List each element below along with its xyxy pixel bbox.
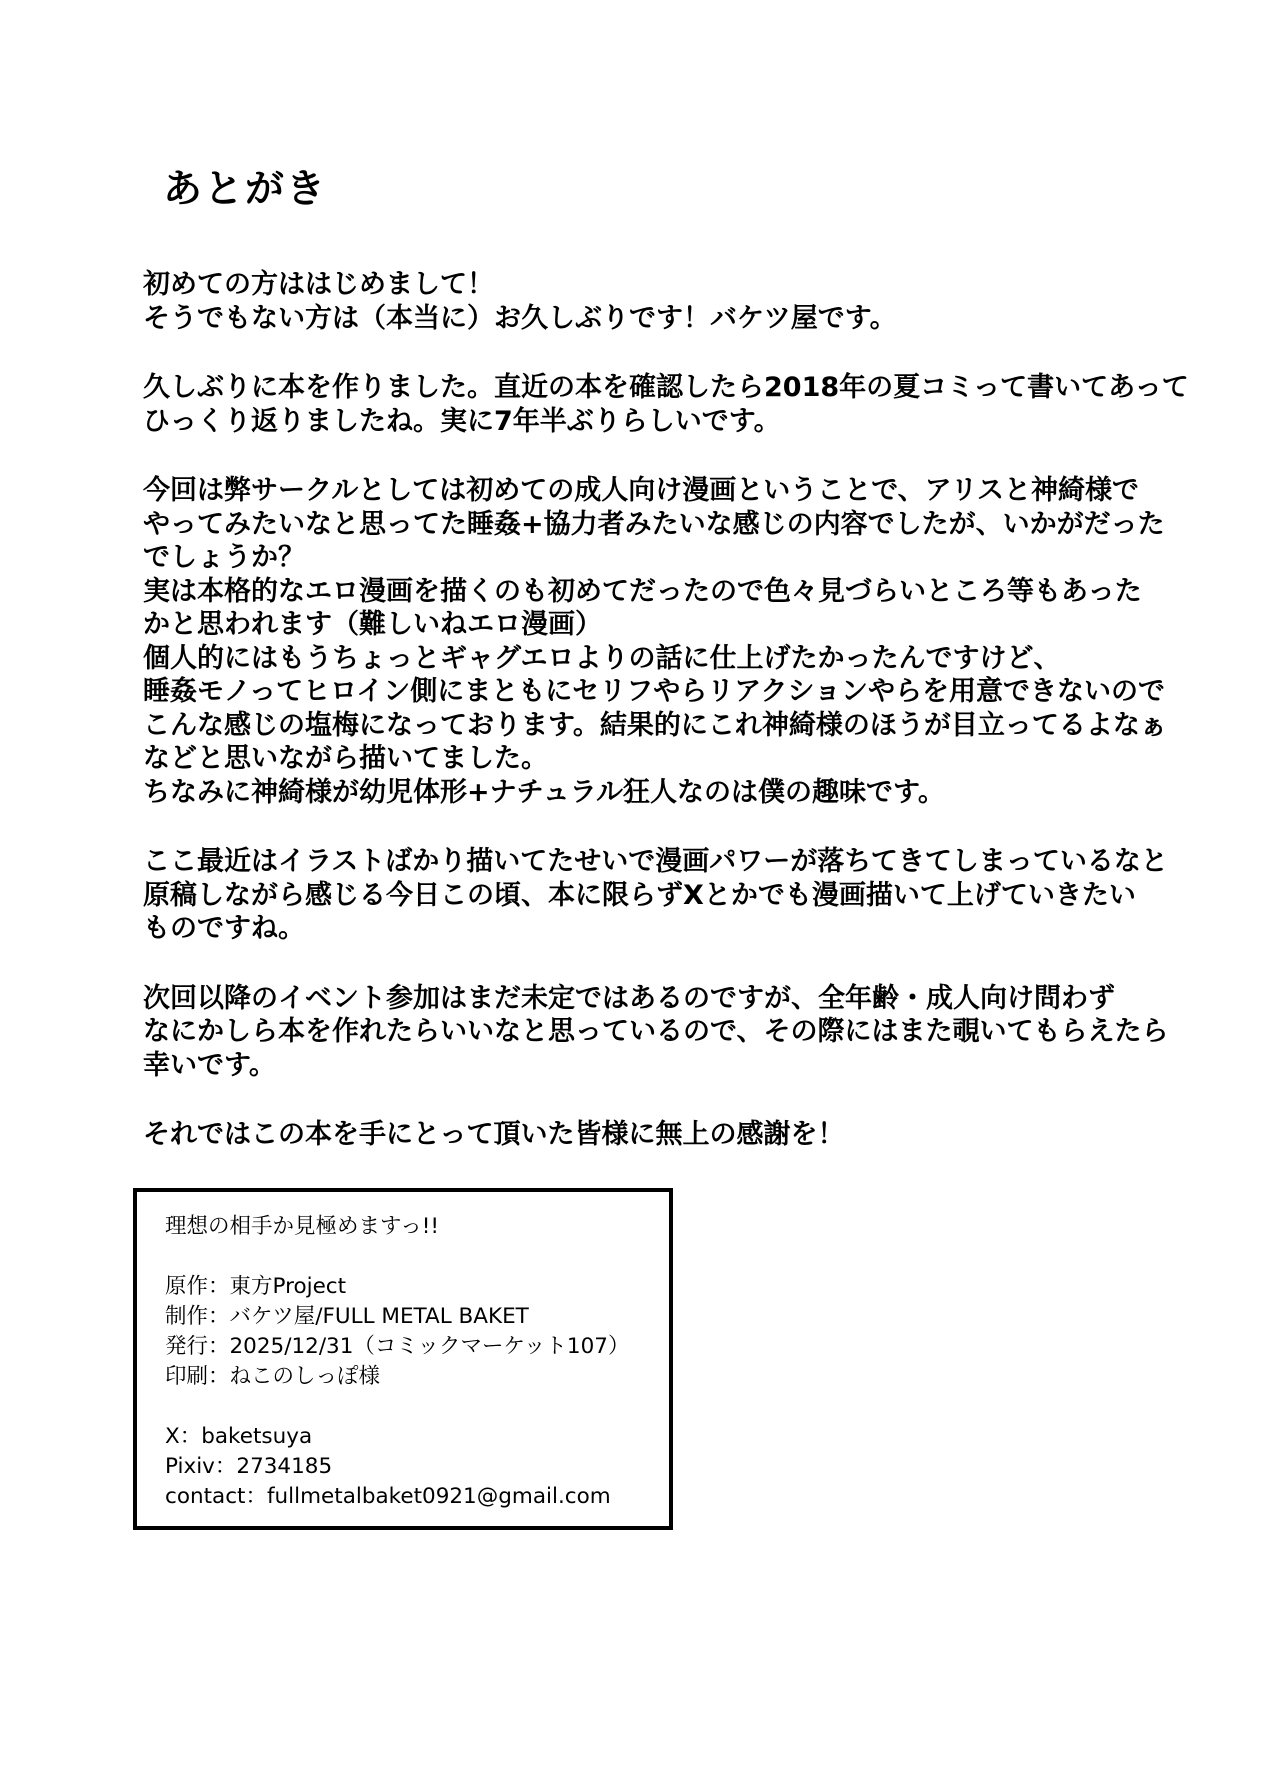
paragraph-future-events <box>143 982 1169 1083</box>
pixiv-id: Pixiv：2734185 <box>165 1454 333 1479</box>
text-line: 幸いです。 <box>143 1049 276 1081</box>
text-line: 久しぶりに本を作りました。直近の本を確認したら2018年の夏コミって書いてあって <box>143 372 1189 403</box>
text-line: 個人的にはもうちょっとギャグエロよりの話に仕上げたかったんですけど、 <box>143 642 1061 674</box>
text-line: かと思われます（難しいねエロ漫画） <box>143 609 602 640</box>
original-work: 原作：東方Project <box>165 1274 347 1299</box>
text-line: なにかしら本を作れたらいいなと思っているので、その際にはまた覗いてもらえたら <box>143 1016 1169 1047</box>
colophon-content <box>165 1212 629 1512</box>
contact-email: contact：fullmetalbaket0921@gmail.com <box>165 1484 611 1509</box>
paragraph-recent <box>143 845 1168 946</box>
text-line: でしょうか？ <box>143 542 305 573</box>
text-line: 次回以降のイベント参加はまだ未定ではあるのですが、全年齢・成人向け問わず <box>143 982 1115 1014</box>
text-line: などと思いながら描いてました。 <box>143 743 548 774</box>
text-line: ひっくり返りましたね。実に7年半ぶりらしいです。 <box>143 405 781 437</box>
text-line: 原稿しながら感じる今日この頃、本に限らずXとかでも漫画描いて上げていきたい <box>143 879 1136 911</box>
text-line: やってみたいなと思ってた睡姦+協力者みたいな感じの内容でしたが、いかがだった <box>143 508 1165 540</box>
production-credit: 制作：バケツ屋/FULL METAL BAKET <box>165 1304 529 1329</box>
text-line: ちなみに神綺様が幼児体形+ナチュラル狂人なのは僕の趣味です。 <box>143 776 945 808</box>
printing-credit: 印刷：ねこのしっぽ様 <box>165 1364 381 1389</box>
paragraph-greeting <box>143 268 1143 335</box>
publish-date: 発行：2025/12/31（コミックマーケット107） <box>165 1334 630 1359</box>
text-line: 実は本格的なエロ漫画を描くのも初めてだったので色々見づらいところ等もあった <box>143 575 1142 607</box>
text-line: そうでもない方は（本当に）お久しぶりです！バケツ屋です。 <box>143 302 897 334</box>
text-line: ここ最近はイラストばかり描いてたせいで漫画パワーが落ちてきてしまっているなと <box>143 846 1168 877</box>
paragraph-first-book <box>143 371 1189 438</box>
text-line: それではこの本を手にとって頂いた皆様に無上の感謝を！ <box>143 1119 845 1150</box>
page-title: あとがき <box>163 167 328 212</box>
afterword-body <box>143 268 1189 1188</box>
text-line: 初めての方ははじめまして！ <box>143 269 494 300</box>
book-title: 理想の相手か見極めますっ!! <box>165 1214 439 1239</box>
paragraph-thanks <box>143 1118 1143 1152</box>
spacer <box>165 1242 629 1272</box>
text-line: ものですね。 <box>143 913 305 944</box>
text-line: 今回は弊サークルとしては初めての成人向け漫画ということで、アリスと神綺様で <box>143 475 1140 506</box>
colophon-box <box>133 1188 673 1530</box>
text-line: こんな感じの塩梅になっております。結果的にこれ神綺様のほうが目立ってるよなぁ <box>143 709 1167 741</box>
spacer <box>165 1392 629 1422</box>
paragraph-content-notes <box>143 474 1167 809</box>
x-account: X：baketsuya <box>165 1424 313 1449</box>
text-line: 睡姦モノってヒロイン側にまともにセリフやらリアクションやらを用意できないので <box>143 676 1165 707</box>
